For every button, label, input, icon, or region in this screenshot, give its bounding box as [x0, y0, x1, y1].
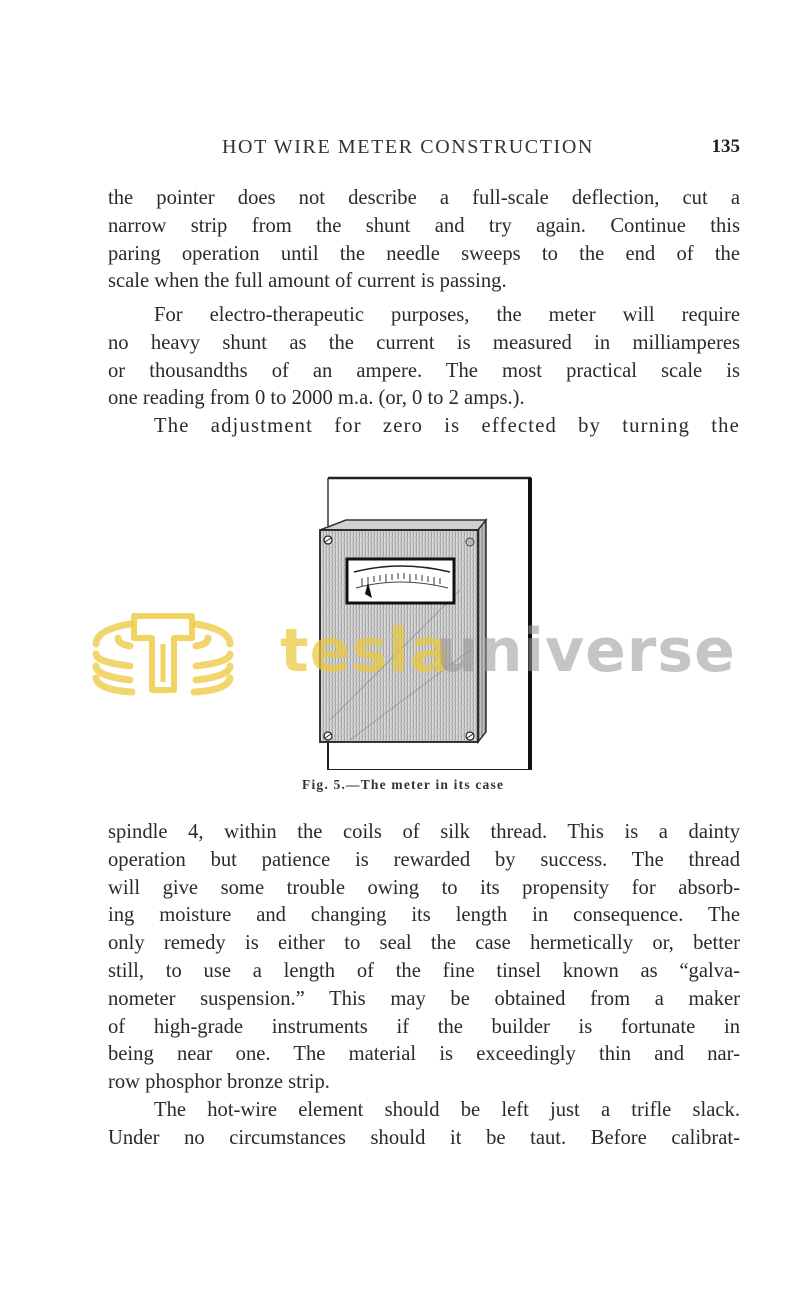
text-line: scale when the full amount of current is passing.: [108, 270, 507, 293]
figure-meter-in-case: [310, 470, 550, 770]
text-line: ing moisture and changing its length in consequence. The: [108, 904, 740, 927]
text-line: of high-grade instruments if the builder is fortunate in: [108, 1015, 740, 1038]
figure-caption: Fig. 5.—The meter in its case: [302, 777, 505, 792]
watermark-word-tesla: tesla: [280, 616, 452, 686]
meter-in-case-illustration: [310, 470, 550, 770]
text-line: or thousandths of an ampere. The most practical scale is: [108, 359, 740, 382]
text-line: being near one. The material is exceedingly thin and nar-: [108, 1043, 740, 1066]
text-line: nometer suspension.” This may be obtained from a maker: [108, 987, 740, 1010]
text-line: the pointer does not describe a full-scale deflection, cut a: [108, 187, 740, 209]
text-line: will give some trouble owing to its propensity for absorb-: [108, 876, 740, 899]
running-title: HOT WIRE METER CONSTRUCTION: [222, 136, 594, 158]
text-line: spindle 4, within the coils of silk thread. This is a dainty: [108, 821, 740, 843]
text-line: row phosphor bronze strip.: [108, 1071, 330, 1094]
paragraph-spindle: [108, 819, 740, 1153]
text-line: The adjustment for zero is effected by turning the: [154, 415, 740, 438]
watermark-word-universe: universe: [436, 616, 736, 686]
paragraph-continuation: [108, 185, 740, 296]
running-head: [108, 136, 740, 162]
text-line: paring operation until the needle sweeps to the end of the: [108, 242, 740, 265]
text-line: only remedy is either to seal the case hermetically or, better: [108, 932, 740, 955]
text-line: one reading from 0 to 2000 m.a. (or, 0 to 2 amps.).: [108, 387, 525, 410]
text-line: Under no circumstances should it be taut. Before calibrat-: [108, 1126, 740, 1149]
text-line: For electro-therapeutic purposes, the meter will require: [154, 304, 740, 326]
text-line: narrow strip from the shunt and try again. Continue this: [108, 214, 740, 237]
text-line: operation but patience is rewarded by success. The thread: [108, 848, 740, 871]
text-line: no heavy shunt as the current is measured in milliamperes: [108, 331, 740, 354]
text-line: still, to use a length of the fine tinsel known as “galva-: [108, 959, 740, 982]
paragraph-electro-therapeutic: [108, 302, 740, 441]
page-number: 135: [711, 136, 740, 157]
text-line: The hot-wire element should be left just a trifle slack.: [154, 1098, 740, 1121]
tesla-universe-logo-icon: [88, 608, 238, 698]
